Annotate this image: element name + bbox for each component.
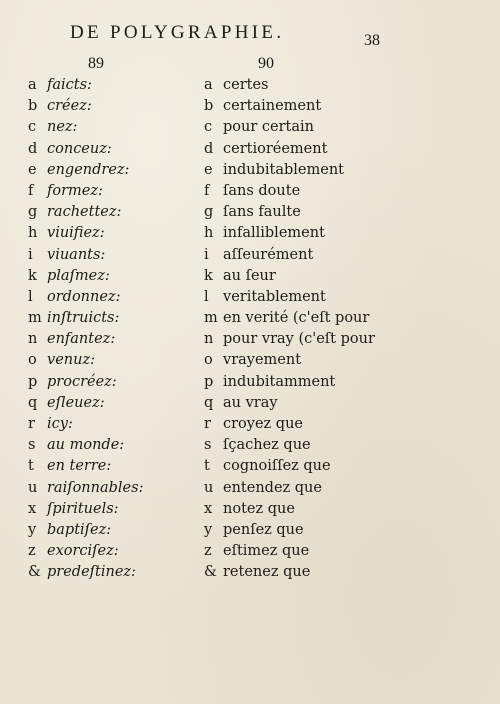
table-row: [0, 183, 500, 204]
page-number: 38: [364, 32, 380, 49]
right-word: veritablement: [223, 288, 326, 305]
left-letter: g: [28, 204, 38, 221]
right-word: indubitablement: [223, 161, 344, 178]
table-row: [0, 247, 500, 268]
right-letter: i: [204, 246, 209, 263]
right-word: ſans faulte: [223, 204, 301, 221]
right-letter: a: [204, 77, 213, 93]
table-row: [0, 310, 500, 331]
left-letter: i: [28, 246, 33, 263]
left-letter: d: [28, 140, 38, 157]
right-letter: e: [204, 161, 213, 178]
right-word: au vray: [223, 394, 278, 411]
left-letter: k: [28, 267, 37, 284]
right-word: aſſeurément: [223, 246, 314, 263]
left-letter: u: [28, 479, 38, 496]
right-word: en verité (c'eſt pour: [223, 310, 370, 327]
right-word: croyez que: [223, 416, 304, 432]
right-letter: d: [204, 140, 214, 157]
table-row: [0, 119, 500, 140]
left-word: exorciſez:: [47, 543, 119, 560]
table-row: [0, 522, 500, 543]
left-letter: y: [28, 521, 37, 538]
right-word: notez que: [223, 500, 295, 517]
left-letter: p: [28, 373, 38, 390]
left-letter: q: [28, 394, 38, 411]
right-letter: &: [204, 564, 217, 581]
table-row: [0, 352, 500, 373]
table-row: [0, 437, 500, 458]
right-word: ſçachez que: [223, 437, 311, 454]
left-word: créez:: [47, 98, 92, 115]
table-row: [0, 268, 500, 289]
right-word: infalliblement: [223, 225, 325, 242]
table-row: [0, 416, 500, 437]
right-letter: k: [204, 267, 213, 284]
left-word: predeſtinez:: [47, 564, 136, 581]
right-letter: b: [204, 98, 214, 115]
left-word: inſtruicts:: [47, 310, 120, 327]
right-letter: p: [204, 373, 214, 390]
right-letter: g: [204, 204, 214, 221]
running-head: DE POLYGRAPHIE.: [70, 22, 285, 43]
table-row: [0, 289, 500, 310]
right-word: retenez que: [223, 564, 311, 581]
left-letter: t: [28, 458, 34, 475]
right-letter: q: [204, 394, 214, 411]
table-row: [0, 395, 500, 416]
left-word: ordonnez:: [47, 288, 121, 305]
left-letter: x: [28, 500, 37, 517]
right-word: pour vray (c'eſt pour: [223, 331, 375, 348]
table-row: [0, 162, 500, 183]
left-column-number: 89: [88, 55, 104, 72]
left-word: enfantez:: [47, 331, 116, 348]
right-letter: m: [204, 310, 218, 327]
right-word: entendez que: [223, 479, 322, 496]
left-word: raiſonnables:: [47, 479, 144, 496]
right-letter: h: [204, 225, 214, 242]
left-word: en terre:: [47, 458, 112, 475]
left-letter: l: [28, 288, 33, 305]
table-row: [0, 98, 500, 119]
right-word: cognoiſſez que: [223, 458, 331, 475]
right-word: certainement: [223, 98, 322, 115]
left-letter: &: [28, 564, 41, 581]
right-letter: o: [204, 352, 213, 369]
left-word: icy:: [47, 416, 73, 432]
right-word: au ſeur: [223, 267, 276, 284]
right-letter: z: [204, 543, 212, 560]
left-word: rachettez:: [47, 204, 122, 221]
left-word: engendrez:: [47, 161, 130, 178]
left-letter: e: [28, 161, 37, 178]
right-letter: c: [204, 119, 213, 136]
right-letter: t: [204, 458, 210, 475]
left-word: viuifiez:: [47, 225, 105, 242]
cipher-table: [0, 77, 500, 586]
left-letter: b: [28, 98, 38, 115]
right-word: ſans doute: [223, 182, 301, 199]
table-row: [0, 141, 500, 162]
left-word: viuants:: [47, 246, 106, 263]
right-letter: r: [204, 416, 211, 432]
left-letter: m: [28, 310, 42, 327]
right-word: vrayement: [223, 352, 302, 369]
left-word: plaſmez:: [47, 267, 110, 284]
right-word: certioréement: [223, 140, 328, 157]
right-letter: s: [204, 437, 212, 454]
left-letter: h: [28, 225, 38, 242]
table-row: [0, 225, 500, 246]
table-row: [0, 564, 500, 585]
table-row: [0, 458, 500, 479]
right-word: certes: [223, 77, 269, 93]
left-word: baptiſez:: [47, 521, 112, 538]
left-word: conceuz:: [47, 140, 112, 157]
left-word: ſpirituels:: [47, 500, 119, 517]
right-letter: y: [204, 521, 213, 538]
table-row: [0, 374, 500, 395]
right-word: pour certain: [223, 119, 314, 136]
left-letter: n: [28, 331, 38, 348]
table-row: [0, 480, 500, 501]
left-word: formez:: [47, 182, 103, 199]
left-letter: f: [28, 182, 34, 199]
right-letter: l: [204, 288, 209, 305]
left-word: procréez:: [47, 373, 117, 390]
right-word: indubitamment: [223, 373, 336, 390]
left-word: faicts:: [47, 77, 92, 93]
table-row: [0, 77, 500, 98]
left-letter: z: [28, 543, 36, 560]
left-word: eſleuez:: [47, 394, 105, 411]
right-letter: n: [204, 331, 214, 348]
left-letter: a: [28, 77, 37, 93]
table-row: [0, 331, 500, 352]
right-letter: u: [204, 479, 214, 496]
left-letter: c: [28, 119, 37, 136]
left-letter: o: [28, 352, 37, 369]
left-letter: r: [28, 416, 35, 432]
left-word: au monde:: [47, 437, 125, 454]
table-row: [0, 543, 500, 564]
left-word: venuz:: [47, 352, 95, 369]
table-row: [0, 501, 500, 522]
right-column-number: 90: [258, 55, 274, 72]
right-letter: f: [204, 182, 210, 199]
right-word: penſez que: [223, 521, 304, 538]
table-row: [0, 204, 500, 225]
right-letter: x: [204, 500, 213, 517]
right-word: eſtimez que: [223, 543, 310, 560]
left-word: nez:: [47, 119, 78, 136]
left-letter: s: [28, 437, 36, 454]
